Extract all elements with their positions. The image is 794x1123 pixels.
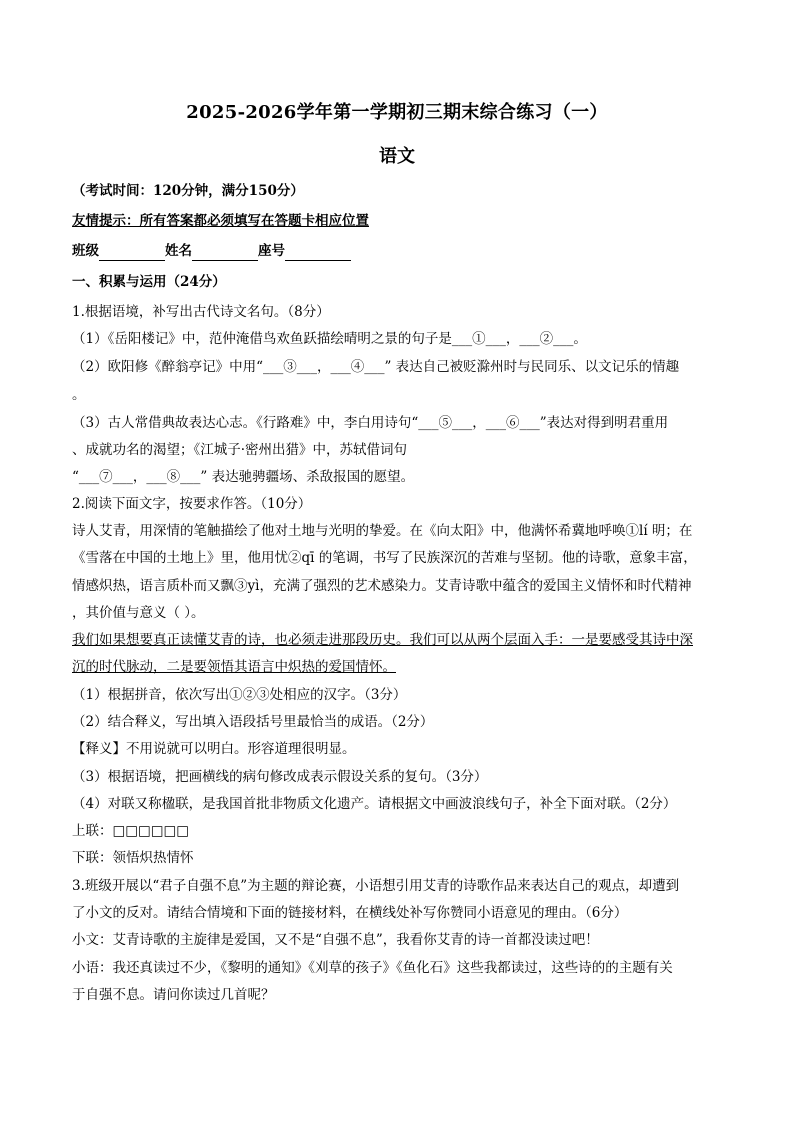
q3-stem: 3.班级开展以“君子自强不息”为主题的辩论赛，小语想引用艾青的诗歌作品来表达自己的观点，却遭到: [72, 878, 680, 894]
seat-label: 座号: [258, 243, 285, 259]
q2-stem: 2.阅读下面文字，按要求作答。（10分）: [72, 496, 312, 512]
section-heading: 一、积累与运用（24分）: [72, 274, 226, 290]
q3-dialogue-line: 小语：我还真读过不少，《黎明的通知》《刈草的孩子》《鱼化石》这些我都读过，这些诗的的主题有关: [72, 960, 673, 976]
student-info-row: [72, 241, 722, 261]
q2-passage-line: ，其价值与意义（ ）。: [72, 605, 205, 621]
q3-stem-cont: 了小文的反对。请结合情境和下面的链接材料，在横线处补写你赞同小语意见的理由。（6分）: [72, 905, 628, 921]
q3-dialogue-line: 小文：艾青诗歌的主旋律是爱国，又不是“自强不息”，我看你艾青的诗一首都没读过吧！: [72, 932, 599, 948]
class-field[interactable]: [99, 244, 165, 261]
q1-part1: （1）《岳阳楼记》中，范仲淹借鸟欢鱼跃描绘晴明之景的句子是___①___，___②___。: [72, 331, 587, 347]
q2-subquestion-1: （1）根据拼音，依次写出①②③处相应的汉字。（3分）: [72, 687, 407, 703]
q2-subquestion-2: （2）结合释义，写出填入语段括号里最恰当的成语。（2分）: [72, 714, 434, 730]
couplet-upper: 上联：□□□□□□: [72, 823, 190, 839]
seat-field[interactable]: [285, 244, 351, 261]
q1-part2-cont: 。: [72, 387, 86, 403]
q1-part2: （2）欧阳修《醉翁亭记》中用“___③___，___④___” 表达自己被贬滁州时与民同乐、以文记乐的情趣: [72, 359, 680, 375]
subject-title: 语文: [379, 146, 415, 167]
q2-gloss: 【释义】不用说就可以明白。形容道理很明显。: [72, 741, 356, 757]
q2-subquestion-3: （3）根据语境，把画横线的病句修改成表示假设关系的复句。（3分）: [72, 769, 488, 785]
q2-subquestion-4: （4）对联又称楹联，是我国首批非物质文化遗产。请根据文中画波浪线句子，补全下面对联。（2分）: [72, 796, 677, 812]
q1-part3-cont2: “___⑦___，___⑧___” 表达驰骋疆场、杀敌报国的愿望。: [72, 469, 415, 485]
q1-part3: （3）古人常借典故表达心志。《行路难》中，李白用诗句“___⑤___，___⑥___”表达对得到明君重用: [72, 415, 669, 431]
tip-text: 友情提示：所有答案都必须填写在答题卡相应位置: [72, 213, 369, 229]
q2-passage-line: 情感炽热，语言质朴而又飘③yì，充满了强烈的艺术感染力。艾青诗歌中蕴含的爱国主义情怀和时代精神: [72, 578, 692, 594]
page-title: 2025-2026学年第一学期初三期末综合练习（一）: [186, 102, 608, 123]
class-label: 班级: [72, 243, 99, 259]
exam-info: （考试时间：120分钟，满分150分）: [72, 183, 304, 199]
name-field[interactable]: [192, 244, 258, 261]
q1-part3-cont: 、成就功名的渴望；《江城子·密州出猎》中，苏轼借词句: [72, 442, 408, 458]
q2-underlined-sentence: 我们如果想要真正读懂艾青的诗，也必须走进那段历史。我们可以从两个层面入手：一是要感受其诗中深: [72, 632, 693, 648]
couplet-lower: 下联：领悟炽热情怀: [72, 850, 194, 866]
name-label: 姓名: [165, 243, 192, 259]
q2-passage-line: 《雪落在中国的土地上》里，他用忧②qī 的笔调，书写了民族深沉的苦难与坚韧。他的诗歌，意象丰富，: [72, 550, 697, 566]
q1-stem: 1.根据语境，补写出古代诗文名句。（8分）: [72, 304, 330, 320]
q2-wavy-sentence: 沉的时代脉动，二是要领悟其语言中炽热的爱国情怀。: [72, 659, 396, 675]
q2-passage-line: 诗人艾青，用深情的笔触描绘了他对土地与光明的挚爱。在《向太阳》中，他满怀希冀地呼唤①lí 明；在: [72, 523, 693, 539]
q3-dialogue-line: 于自强不息。请问你读过几首呢？: [72, 987, 275, 1003]
